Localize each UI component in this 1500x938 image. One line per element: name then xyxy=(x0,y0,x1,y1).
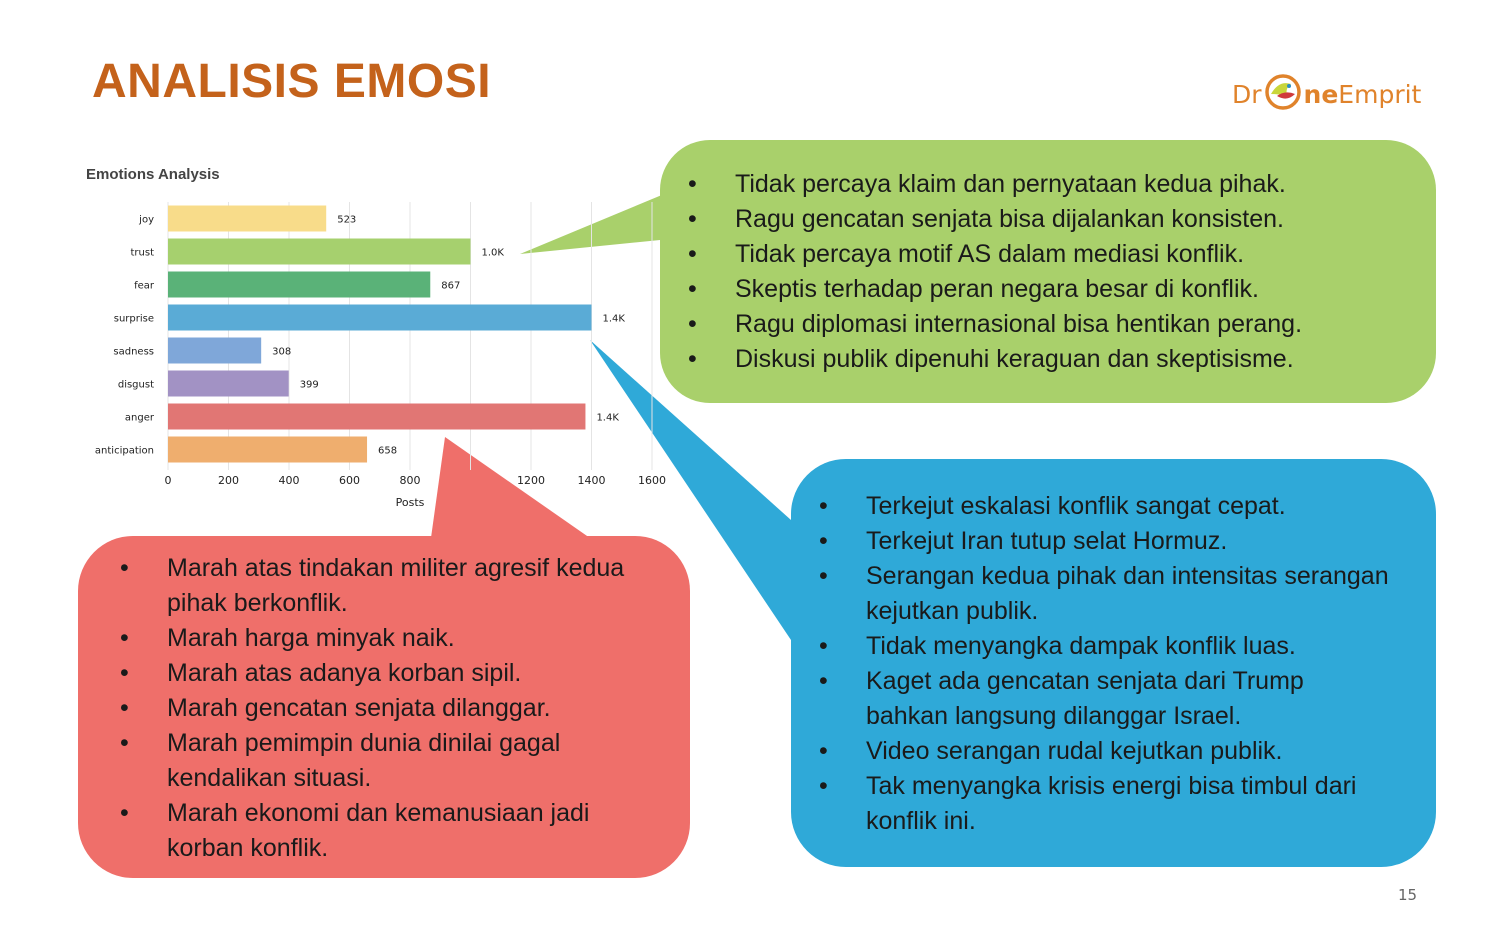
x-axis-label: Posts xyxy=(395,496,425,509)
value-label: 1.4K xyxy=(602,313,625,325)
list-item: • Tidak percaya motif AS dalam mediasi konflik. xyxy=(660,237,1302,272)
logo-text-emprit: Emprit xyxy=(1338,80,1422,109)
chart-plot xyxy=(86,166,666,509)
category-label: anticipation xyxy=(94,445,154,457)
logo-text-ne: ne xyxy=(1303,80,1339,109)
list-item: • Video serangan rudal kejutkan publik. xyxy=(791,734,1391,769)
bar-disgust xyxy=(168,371,289,397)
list-item: • Marah ekonomi dan kemanusiaan jadi korban konflik. xyxy=(92,796,672,866)
value-label: 308 xyxy=(272,346,292,358)
x-tick-label: 600 xyxy=(339,474,360,487)
list-item: • Diskusi publik dipenuhi keraguan dan skeptisisme. xyxy=(660,342,1302,377)
x-tick-label: 400 xyxy=(278,474,300,487)
category-label: disgust xyxy=(117,379,154,391)
logo-text-dr: Dr xyxy=(1232,80,1262,109)
slide-title: ANALISIS EMOSI xyxy=(92,55,492,108)
list-item: • Serangan kedua pihak dan intensitas serangan kejutkan publik. xyxy=(791,559,1391,629)
value-label: 658 xyxy=(378,445,398,457)
category-label: anger xyxy=(124,412,154,424)
anger-bubble xyxy=(78,536,690,878)
bar-sadness xyxy=(168,338,261,364)
bar-joy xyxy=(168,206,326,232)
surprise-bubble xyxy=(791,459,1436,867)
list-item: • Skeptis terhadap peran negara besar di konflik. xyxy=(660,272,1302,307)
category-label: surprise xyxy=(113,313,154,325)
list-item: • Tidak menyangka dampak konflik luas. xyxy=(791,629,1391,664)
x-tick-label: 200 xyxy=(218,474,239,487)
chart-title: Emotions Analysis xyxy=(86,166,220,183)
bar-anticipation xyxy=(168,437,367,463)
list-item: • Marah gencatan senjata dilanggar. xyxy=(92,691,672,726)
list-item: • Marah harga minyak naik. xyxy=(92,621,672,656)
value-label: 523 xyxy=(337,214,357,226)
category-label: trust xyxy=(130,247,154,259)
x-tick-label: 1400 xyxy=(577,474,606,487)
bar-surprise xyxy=(168,305,592,331)
value-label: 399 xyxy=(299,379,319,391)
list-item: • Ragu diplomasi internasional bisa hentikan perang. xyxy=(660,307,1302,342)
x-tick-label: 800 xyxy=(399,474,421,487)
list-item: • Terkejut Iran tutup selat Hormuz. xyxy=(791,524,1391,559)
x-tick-label: 1600 xyxy=(638,474,666,487)
list-item: • Terkejut eskalasi konflik sangat cepat. xyxy=(791,489,1391,524)
x-tick-label: 0 xyxy=(164,474,172,487)
bar-trust xyxy=(168,239,471,265)
list-item: • Tidak percaya klaim dan pernyataan kedua pihak. xyxy=(660,167,1302,202)
value-label: 867 xyxy=(441,280,461,292)
category-label: joy xyxy=(139,214,154,226)
list-item: • Ragu gencatan senjata bisa dijalankan konsisten. xyxy=(660,202,1302,237)
bar-fear xyxy=(168,272,430,298)
list-item: • Marah atas tindakan militer agresif kedua pihak berkonflik. xyxy=(92,551,672,621)
list-item: • Marah pemimpin dunia dinilai gagal kendalikan situasi. xyxy=(92,726,672,796)
list-item: • Tak menyangka krisis energi bisa timbul dari konflik ini. xyxy=(791,769,1391,839)
surprise-list xyxy=(791,489,1391,839)
x-tick-label: 1200 xyxy=(517,474,545,487)
list-item: • Marah atas adanya korban sipil. xyxy=(92,656,672,691)
value-label: 1.0K xyxy=(481,247,504,259)
trust-bubble xyxy=(660,140,1436,403)
anger-list xyxy=(92,551,672,866)
bar-anger xyxy=(168,404,585,430)
trust-list xyxy=(660,167,1302,377)
page-number: 15 xyxy=(1398,886,1418,904)
list-item: • Kaget ada gencatan senjata dari Trump bahkan langsung dilanggar Israel. xyxy=(791,664,1391,734)
category-label: fear xyxy=(134,280,154,292)
value-label: 1.4K xyxy=(596,412,619,424)
anger-callout-tail xyxy=(430,437,600,545)
category-label: sadness xyxy=(113,346,154,358)
